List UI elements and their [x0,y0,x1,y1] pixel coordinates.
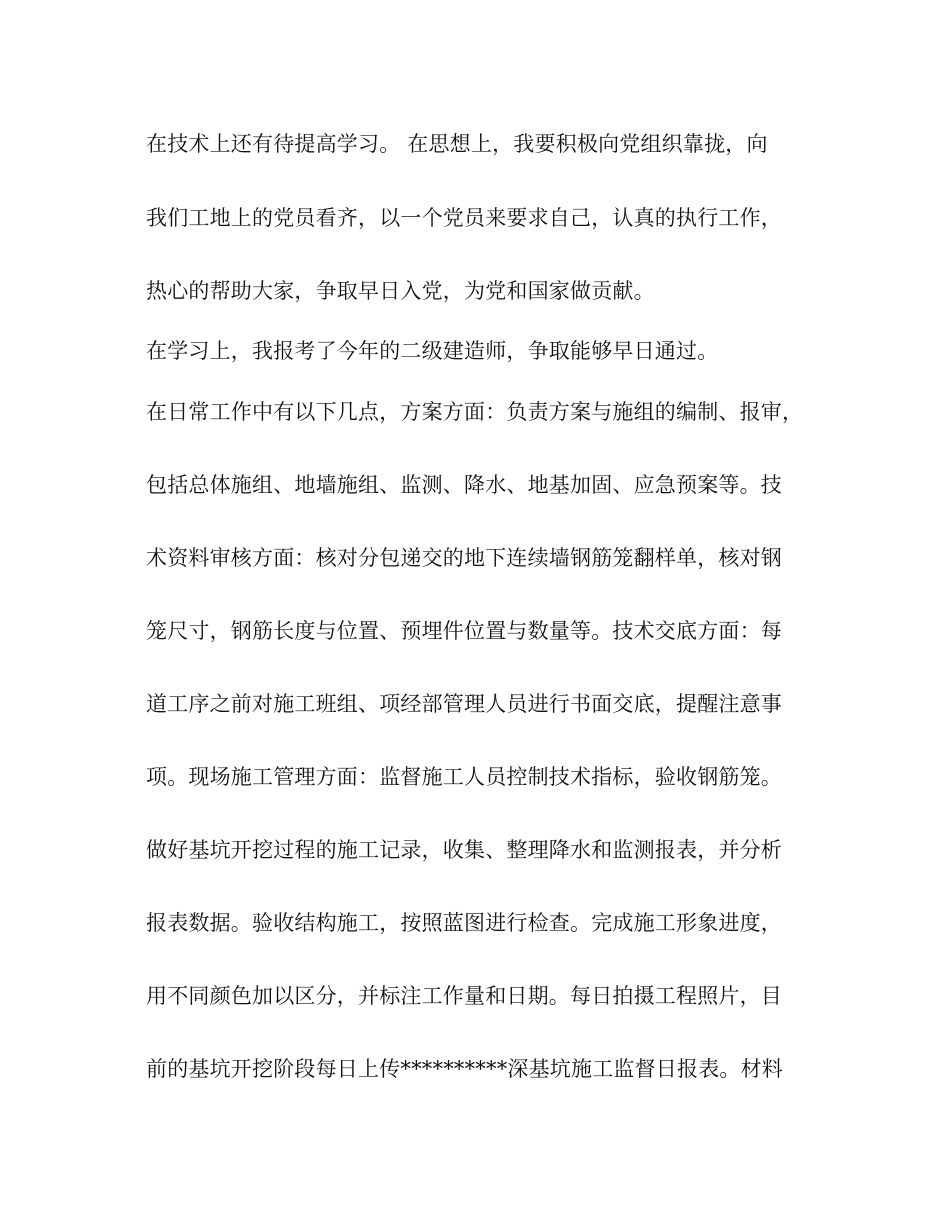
text-line-7: 术资料审核方面：核对分包递交的地下连续墙钢筋笼翻样单，核对钢 [146,546,782,570]
text-line-6: 包括总体施组、地墙施组、监测、降水、地基加固、应急预案等。技 [146,473,782,497]
text-line-14: 前的基坑开挖阶段每日上传**********深基坑施工监督日报表。材料 [146,1057,783,1081]
text-line-8: 笼尺寸，钢筋长度与位置、预埋件位置与数量等。技术交底方面：每 [146,619,782,643]
text-line-5: 在日常工作中有以下几点，方案方面：负责方案与施组的编制、报审， [146,400,804,424]
text-line-13: 用不同颜色加以区分，并标注工作量和日期。每日拍摄工程照片，目 [146,984,782,1008]
text-line-1: 在技术上还有待提高学习。 在思想上，我要积极向党组织靠拢，向 [146,132,768,156]
text-line-4: 在学习上，我报考了今年的二级建造师，争取能够早日通过。 [146,339,719,363]
text-line-2: 我们工地上的党员看齐，以一个党员来要求自己，认真的执行工作， [146,206,782,230]
text-line-11: 做好基坑开挖过程的施工记录，收集、整理降水和监测报表，并分析 [146,838,782,862]
text-line-9: 道工序之前对施工班组、项经部管理人员进行书面交底，提醒注意事 [146,692,782,716]
text-line-3: 热心的帮助大家，争取早日入党，为党和国家做贡献。 [146,279,655,303]
text-line-12: 报表数据。验收结构施工，按照蓝图进行检查。完成施工形象进度， [146,911,782,935]
text-line-10: 项。现场施工管理方面：监督施工人员控制技术指标，验收钢筋笼。 [146,765,782,789]
